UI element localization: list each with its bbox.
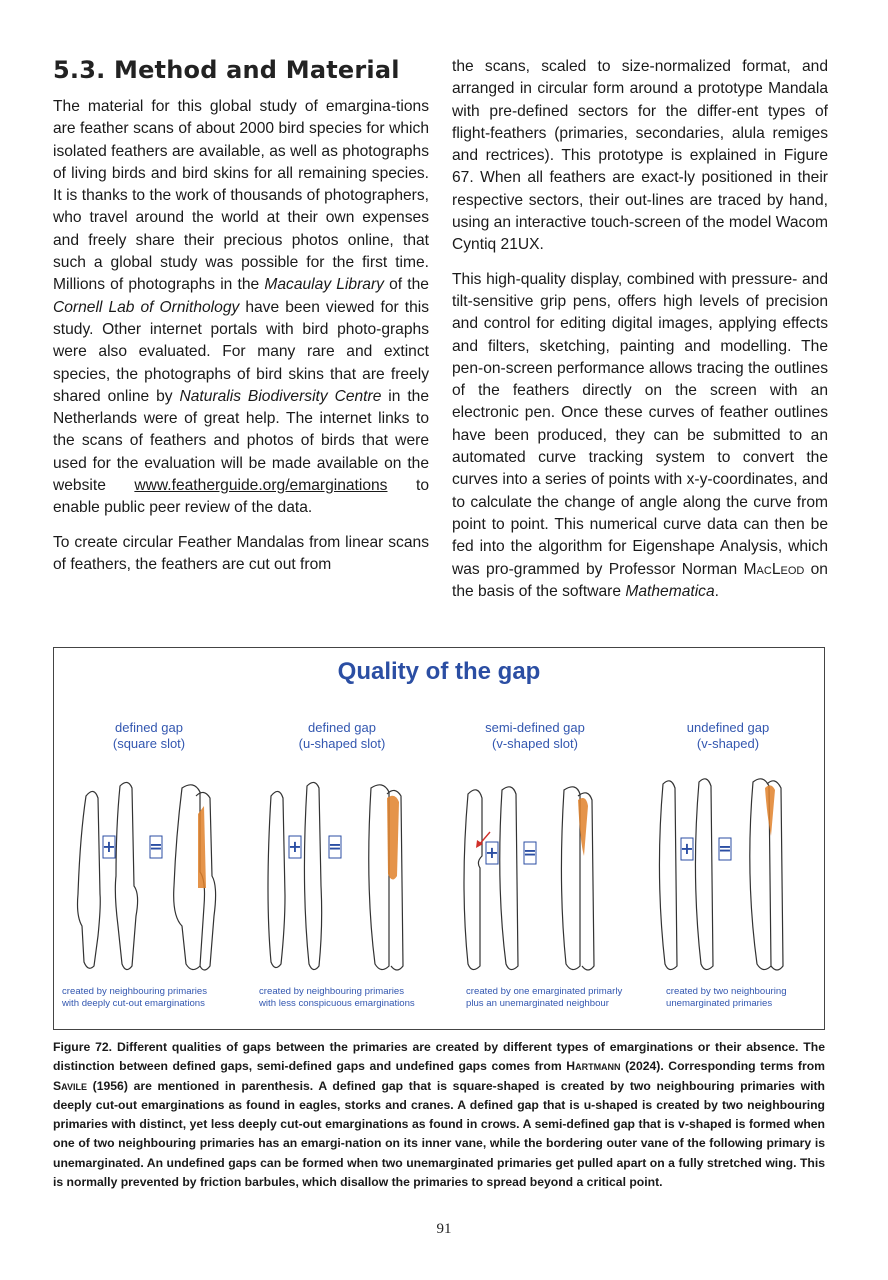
panel-caption-line: unemarginated primaries xyxy=(666,998,773,1009)
website-link[interactable]: www.featherguide.org/emarginations xyxy=(134,477,388,495)
panel-undefined xyxy=(633,720,823,752)
panel-subtitle: (u-shaped slot) xyxy=(298,736,386,751)
caption-text: (1956) are mentioned in parenthesis. A defined gap that is square-shaped is created by two neighbouring primaries with deeply cut-out emarginations as found in eagles, storks and cranes. A defined gap that is u-shaped is created by two neighbouring primaries with distinct, yet less deeply cut-out emarginations as found in crows. A semi-defined gap that is v-shaped is formed when one of two neighbouring primaries has an emargi-nation on its inner vane, while the bordering outer vane of the following primary is unemarginated. An undefined gaps can be formed when two unemarginated primaries get pulled apart on a fully stretched wing. This is normally prevented by friction barbules, which disallow the primaries to spread beyond a critical point. xyxy=(53,1078,825,1190)
equals-sign: = xyxy=(718,839,732,858)
panel-caption-line: created by neighbouring primaries xyxy=(259,986,405,997)
italic-run: Cornell Lab of Ornithology xyxy=(53,298,240,316)
panel-caption xyxy=(259,986,459,1010)
plus-sign: + xyxy=(102,837,116,856)
panel-title: defined gap xyxy=(115,720,183,735)
panel-caption-line: created by one emarginated primarly xyxy=(466,986,623,997)
text-run: of the xyxy=(383,276,429,294)
figure-title: Quality of the gap xyxy=(337,658,541,685)
feather-illustration-square xyxy=(54,776,244,976)
panel-v-slot xyxy=(440,720,630,752)
text-run: in the Netherlands were of great help. The internet links to the scans of feathers and photos of birds that were used for the evaluation will be made available on the website xyxy=(53,387,430,495)
panel-caption-line: created by neighbouring primaries xyxy=(62,986,208,997)
panel-subtitle: (v-shaped) xyxy=(696,736,760,751)
text-run: . xyxy=(714,582,719,600)
gap-highlight xyxy=(387,796,399,880)
equals-sign: = xyxy=(523,843,537,862)
left-paragraph-1 xyxy=(53,96,429,520)
panel-caption xyxy=(666,986,866,1010)
text-run: have been viewed for this study. Other internet portals with bird photo-graphs were also evaluated. For many rare and extinct species, the photographs of bird skins that are freely shared online by xyxy=(53,298,430,405)
page-number: 91 xyxy=(436,1221,452,1237)
feather-illustration-undefined xyxy=(633,776,823,976)
italic-run: Naturalis Biodiversity Centre xyxy=(179,387,382,405)
feather-illustration-v xyxy=(440,776,630,976)
italic-run: Mathematica xyxy=(625,582,715,600)
section-heading: 5.3. Method and Material xyxy=(53,56,400,84)
panel-title: undefined gap xyxy=(686,720,770,735)
panel-subtitle: (v-shaped slot) xyxy=(492,736,578,751)
panel-caption xyxy=(466,986,666,1010)
feather-illustration-u xyxy=(247,776,437,976)
right-paragraph-1: the scans, scaled to size-normalized format, and arranged in circular form around a prototype Mandala with pre-defined sectors for the differ-ent types of flight-feathers (primaries, secondaries, alula remiges and rectrices). This prototype is explained in Figure 67. When all feathers are exact-ly positioned in their respective sectors, their out-lines are traced by hand, using an interactive touch-screen of the model Wacom Cyntiq 21UX. xyxy=(452,58,828,254)
caption-text: Different qualities of gaps between the primaries are created by different types of emarginations or their absence. The distinction between defined gaps, semi-defined gaps and undefined gaps comes from xyxy=(53,1040,825,1074)
equals-sign: = xyxy=(149,837,163,856)
right-column xyxy=(452,56,828,615)
plus-sign: + xyxy=(680,839,694,858)
figure-quality-of-gap xyxy=(53,647,825,1030)
caption-smallcaps: Savile xyxy=(53,1078,87,1093)
panel-square-slot xyxy=(54,720,244,752)
panel-caption-line: with less conspicuous emarginations xyxy=(259,998,415,1009)
text-run: on the basis of the software xyxy=(452,560,828,600)
equals-sign: = xyxy=(328,837,342,856)
smallcaps-run: MacLeod xyxy=(743,560,805,578)
plus-sign: + xyxy=(485,843,499,862)
left-column xyxy=(53,96,429,588)
panel-caption-line: plus an unemarginated neighbour xyxy=(466,998,609,1009)
right-paragraph-2 xyxy=(452,269,828,603)
gap-highlight xyxy=(198,806,206,888)
panel-caption-line: created by two neighbouring xyxy=(666,986,787,997)
panel-caption xyxy=(62,986,262,1010)
caption-text: (2024). Corresponding terms from xyxy=(620,1059,826,1074)
panel-title: semi-defined gap xyxy=(485,720,585,735)
panel-u-slot xyxy=(247,720,437,752)
panel-subtitle: (square slot) xyxy=(112,736,186,751)
panel-caption-line: with deeply cut-out emarginations xyxy=(62,998,205,1009)
left-paragraph-2: To create circular Feather Mandalas from linear scans of feathers, the feathers are cut out from xyxy=(53,533,429,573)
text-run: This high-quality display, combined with pressure- and tilt-sensitive grip pens, offers high levels of precision and control for editing digital images, applying effects and filters, sketching, painting and modelling. The pen-on-screen performance allows tracing the outlines of the feathers directly on the screen with an electronic pen. Once these curves of feather outlines have been produced, they can be submitted to an automated curve tracking system to convert the curves into a series of points with x-y-coordinates, and to calculate the change of angle along the curve from point to point. This numerical curve data can then be fed into the algorithm for Eigenshape Analysis, which was pro-grammed by Professor Norman xyxy=(452,270,828,578)
panel-title: defined gap xyxy=(308,720,376,735)
caption-label: Figure 72. xyxy=(53,1040,113,1054)
figure-caption xyxy=(53,1038,825,1192)
text-run: to enable public peer review of the data. xyxy=(53,477,429,517)
caption-smallcaps: Hartmann xyxy=(566,1059,621,1074)
plus-sign: + xyxy=(288,837,302,856)
text-run: The material for this global study of emargina-tions are feather scans of about 2000 bird species for which isolated feathers are available, as well as photographs of living birds and bird skins for all remaining species. It is thanks to the work of thousands of photographers, who travel around the world at their own expenses and freely share their precious photos online, that such a global study was possible for the first time. Millions of photographs in the xyxy=(53,98,429,294)
italic-run: Macaulay Library xyxy=(264,276,384,294)
gap-highlight xyxy=(765,785,775,836)
